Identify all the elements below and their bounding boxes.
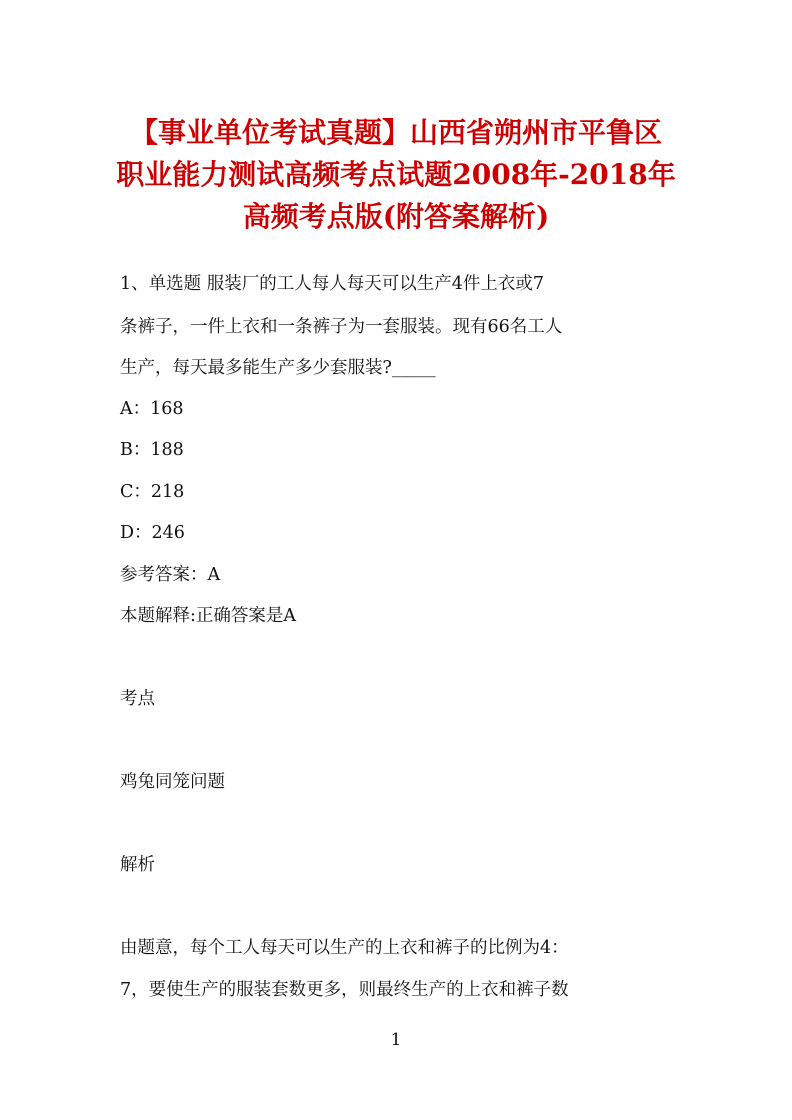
title-line-2: 职业能力测试高频考点试题2008年-2018年 [116, 158, 676, 191]
kaodian-value: 鸡兔同笼问题 [120, 772, 225, 792]
question-line-3: 生产，每天最多能生产多少套服装?_____ [120, 358, 436, 378]
answer-explanation: 本题解释:正确答案是A [120, 606, 297, 626]
title-line-3: 高频考点版(附答案解析) [242, 200, 550, 233]
kaodian-heading: 考点 [120, 689, 155, 709]
page-number: 1 [390, 1030, 402, 1050]
question-line-2: 条裤子，一件上衣和一条裤子为一套服装。现有66名工人 [120, 317, 563, 337]
analysis-line-1: 由题意，每个工人每天可以生产的上衣和裤子的比例为4： [120, 938, 569, 958]
option-d: D：246 [120, 523, 185, 543]
jiexi-heading: 解析 [120, 855, 155, 875]
option-b: B：188 [120, 440, 184, 460]
title-line-1: 【事业单位考试真题】山西省朔州市平鲁区 [129, 116, 662, 149]
analysis-line-2: 7，要使生产的服装套数更多，则最终生产的上衣和裤子数 [120, 980, 569, 1000]
reference-answer: 参考答案：A [120, 565, 221, 585]
question-line-1: 1、单选题 服装厂的工人每人每天可以生产4件上衣或7 [120, 274, 544, 294]
option-c: C：218 [120, 482, 185, 502]
document-title [110, 112, 682, 238]
option-a: A：168 [120, 399, 184, 419]
